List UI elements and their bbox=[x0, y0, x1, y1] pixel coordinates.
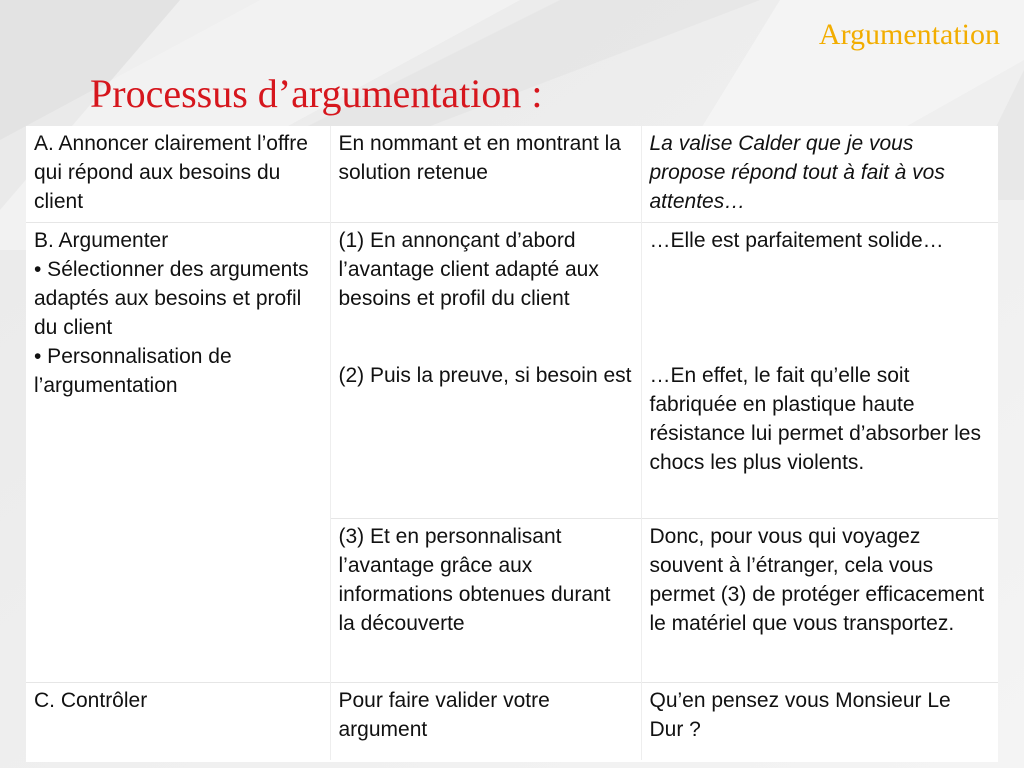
example-cell-b2: …En effet, le fait qu’elle soit fabriquée en plastique haute résistance lui permet d’absorber les chocs les plus violents. bbox=[649, 364, 981, 474]
step-cell-b bbox=[26, 222, 330, 682]
example-cell-c: Qu’en pensez vous Monsieur Le Dur ? bbox=[641, 682, 998, 760]
step-b-title: B. Argumenter bbox=[34, 228, 169, 252]
section-label: Argumentation bbox=[818, 18, 1000, 51]
method-cell-c: Pour faire valider votre argument bbox=[330, 682, 641, 760]
method-cell-b3: (3) Et en personnalisant l’avantage grâce aux informations obtenues durant la découverte bbox=[330, 518, 641, 682]
step-cell-c: C. Contrôler bbox=[26, 682, 330, 760]
example-cell-b1: …Elle est parfaitement solide… bbox=[641, 222, 998, 358]
table-row-b1 bbox=[26, 222, 998, 358]
slide-title: Processus d’argumentation : bbox=[90, 71, 543, 116]
example-cell-b3: Donc, pour vous qui voyagez souvent à l’étranger, cela vous permet (3) de protéger efficacement le matériel que vous transportez. bbox=[641, 518, 998, 682]
step-b-bullet-1: • Sélectionner des arguments adaptés aux besoins et profil du client bbox=[34, 257, 309, 339]
step-b-bullet-2: • Personnalisation de l’argumentation bbox=[34, 344, 232, 397]
method-cell-b1: (1) En annonçant d’abord l’avantage client adapté aux besoins et profil du client bbox=[330, 222, 641, 358]
argumentation-table bbox=[26, 126, 998, 762]
method-cell-b2: (2) Puis la preuve, si besoin est bbox=[330, 358, 641, 518]
method-cell-a: En nommant et en montrant la solution retenue bbox=[330, 126, 641, 222]
table-row-c bbox=[26, 682, 998, 760]
step-cell-a: A. Annoncer clairement l’offre qui répond aux besoins du client bbox=[26, 126, 330, 222]
process-table bbox=[26, 126, 998, 760]
table-row-a bbox=[26, 126, 998, 222]
example-cell-a: La valise Calder que je vous propose répond tout à fait à vos attentes… bbox=[649, 132, 945, 213]
